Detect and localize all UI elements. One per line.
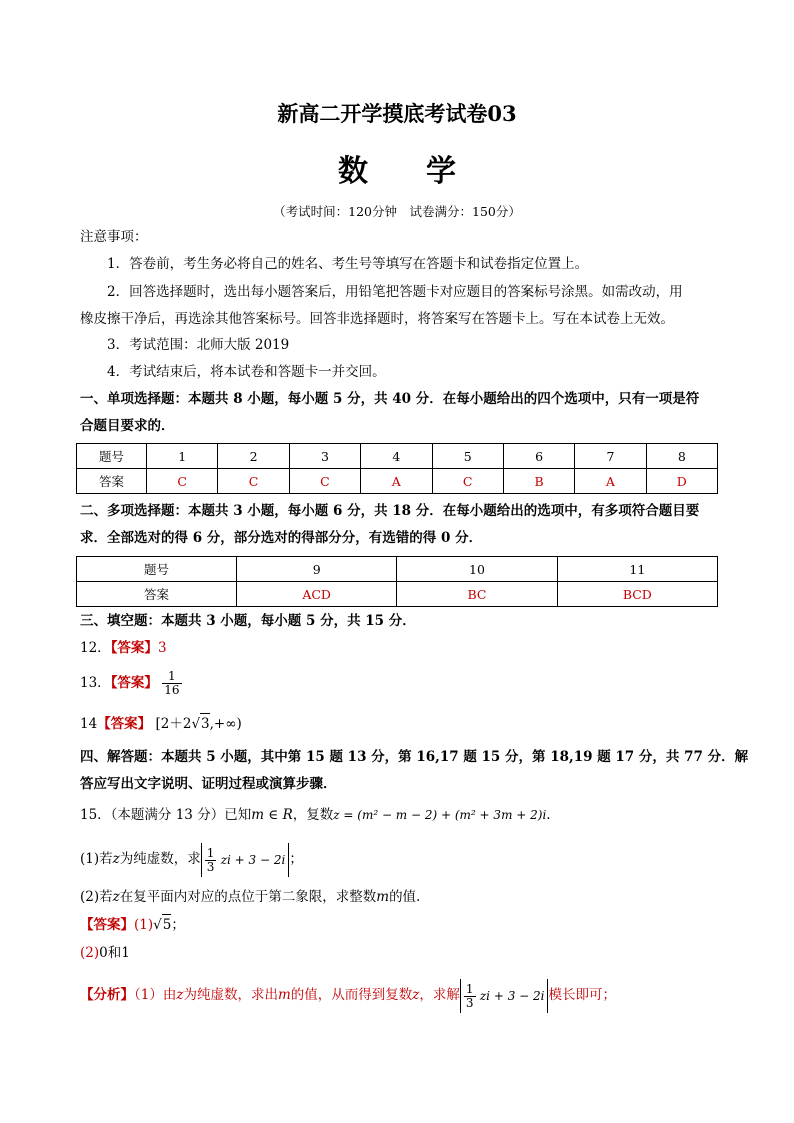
fraction-denominator: 3 (206, 859, 215, 874)
variable-z: z (112, 889, 120, 905)
answer-cell: BCD (557, 582, 717, 607)
modulus-expression (201, 843, 290, 877)
variable-z: z (176, 987, 184, 1003)
q13-answer-line (80, 666, 182, 700)
variable-z: z (412, 987, 420, 1003)
analysis-text: （1）由 (134, 987, 177, 1003)
row-label: 答案 (77, 469, 147, 494)
question-number: 10 (397, 557, 557, 582)
q15-answer-line1 (80, 914, 185, 935)
q15-stem (80, 805, 551, 825)
expression: zi + 3 − 2i (220, 852, 286, 867)
question-number: 7 (575, 444, 646, 469)
section2-heading-line1: 二、多项选择题：本题共 3 小题，每小题 6 分，共 18 分．在每小题给出的选项中，有多项符合题目要 (80, 503, 700, 519)
q15-part2 (80, 887, 420, 907)
row-label: 题号 (77, 557, 237, 582)
q15-stem-text: ，复数 (292, 807, 334, 823)
notice-item-4: 4．考试结束后，将本试卷和答题卡一并交回。 (107, 364, 386, 380)
answer-cell: C (147, 469, 218, 494)
part-text: 在复平面内对应的点位于第二象限，求整数 (119, 889, 377, 905)
variable-z: z (112, 851, 120, 867)
table-row (77, 444, 718, 469)
q15-stem-text: 15．（本题满分 13 分）已知 (80, 807, 252, 823)
analysis-text: 的值，从而得到复数 (290, 987, 413, 1003)
question-number: 6 (503, 444, 574, 469)
part-text: 的值. (389, 889, 421, 905)
fraction (205, 847, 217, 874)
table-row (77, 469, 718, 494)
answer-cell: C (289, 469, 360, 494)
answer-part-label: (1) (134, 917, 154, 933)
question-number: 2 (218, 444, 289, 469)
q15-answer-line2 (80, 943, 130, 963)
q15-condition: m ∈ R (251, 807, 293, 823)
answer-cell: A (361, 469, 432, 494)
table-row (77, 582, 718, 607)
fraction (464, 983, 476, 1010)
q12-number: 12． (80, 640, 111, 656)
part-label: (2)若 (80, 889, 113, 905)
part-label: (1)若 (80, 851, 113, 867)
analysis-text: ，求解 (419, 987, 460, 1003)
answer-cell: ACD (237, 582, 397, 607)
answer-cell: BC (397, 582, 557, 607)
fraction-denominator: 16 (164, 683, 180, 697)
expression: zi + 3 − 2i (479, 988, 545, 1003)
answer-tag: 【答案】 (110, 640, 158, 656)
section2-heading-line2: 求．全部选对的得 6 分，部分选对的得部分分，有选错的得 0 分． (80, 530, 483, 546)
q13-fraction (162, 670, 181, 697)
question-number: 3 (289, 444, 360, 469)
answer-tag: 【答案】 (97, 716, 152, 732)
q14-answer-value (155, 716, 241, 732)
fraction-numerator: 1 (206, 845, 215, 860)
answer-part-label: (2) (80, 945, 100, 961)
sqrt-icon: √ (153, 917, 162, 933)
section3-heading: 三、填空题：本题共 3 小题，每小题 5 分，共 15 分． (80, 613, 416, 629)
notice-item-2-cont: 橡皮擦干净后，再选涂其他答案标号。回答非选择题时，将答案写在答题卡上。写在本试卷上无效。 (80, 311, 674, 327)
q14-answer-line (80, 713, 242, 734)
radicand: 5 (162, 914, 172, 935)
exam-title: 新高二开学摸底考试卷03 (277, 101, 517, 126)
fraction-numerator: 1 (465, 981, 474, 996)
answer-cell: C (218, 469, 289, 494)
row-label: 答案 (77, 582, 237, 607)
q13-number: 13． (80, 675, 111, 691)
answer-cell: B (503, 469, 574, 494)
variable-m: m (277, 987, 291, 1003)
q15-stem-end: . (546, 807, 551, 823)
answer-cell: D (646, 469, 717, 494)
notice-item-3: 3．考试范围：北师大版 2019 (107, 337, 290, 353)
notice-item-1: 1．答卷前，考生务必将自己的姓名、考生号等填写在答题卡和试卷指定位置上。 (107, 256, 589, 272)
fraction-numerator: 1 (162, 670, 181, 684)
section1-heading-line2: 合题目要求的． (80, 418, 175, 434)
q15-analysis (80, 978, 616, 1013)
subject-title: 数学 (338, 154, 514, 189)
radicand: 3 (200, 713, 210, 734)
answer-end: ； (171, 917, 185, 933)
answer-value: 0和1 (99, 945, 130, 961)
question-number: 1 (147, 444, 218, 469)
section4-heading-line2: 答应写出文字说明、证明过程或演算步骤． (80, 776, 337, 792)
interval-end: ,+∞) (209, 716, 242, 732)
answer-cell: A (575, 469, 646, 494)
section4-heading-line1: 四、解答题：本题共 5 小题，其中第 15 题 13 分，第 16,17 题 15 分，第 18,19 题 17 分，共 77 分．解 (80, 749, 749, 765)
part-end: ； (289, 851, 303, 867)
variable-m: m (376, 889, 390, 905)
multiple-choice-answer-table (76, 556, 718, 607)
notice-item-2: 2．回答选择题时，选出每小题答案后，用铅笔把答题卡对应题目的答案标号涂黑。如需改动，用 (107, 284, 683, 300)
exam-info: （考试时间：120分钟 试卷满分：150分） (273, 204, 521, 219)
fraction-denominator: 3 (465, 995, 474, 1010)
answer-tag: 【答案】 (110, 675, 158, 691)
q15-part1 (80, 842, 303, 877)
q12-answer-value: 3 (157, 640, 167, 656)
question-number: 9 (237, 557, 397, 582)
sqrt-icon: √ (191, 716, 201, 732)
answer-cell: C (432, 469, 503, 494)
q12-answer-line (80, 638, 167, 658)
q14-number: 14 (80, 716, 98, 732)
section1-heading-line1: 一、单项选择题：本题共 8 小题，每小题 5 分，共 40 分．在每小题给出的四个选项中，只有一项是符 (80, 391, 700, 407)
question-number: 4 (361, 444, 432, 469)
q15-complex-expression: z = (m² − m − 2) + (m² + 3m + 2)i (333, 808, 547, 822)
question-number: 11 (557, 557, 717, 582)
analysis-tag: 【分析】 (80, 987, 134, 1003)
interval-start: [2＋2 (155, 716, 192, 732)
analysis-text: 为纯虚数，求出 (183, 987, 278, 1003)
single-choice-answer-table (76, 443, 718, 494)
question-number: 8 (646, 444, 717, 469)
answer-tag: 【答案】 (80, 917, 134, 933)
question-number: 5 (432, 444, 503, 469)
modulus-expression (460, 979, 549, 1013)
notice-heading: 注意事项： (80, 229, 148, 245)
part-text: 为纯虚数，求 (119, 851, 201, 867)
table-row (77, 557, 718, 582)
row-label: 题号 (77, 444, 147, 469)
analysis-text: 模长即可； (548, 987, 616, 1003)
